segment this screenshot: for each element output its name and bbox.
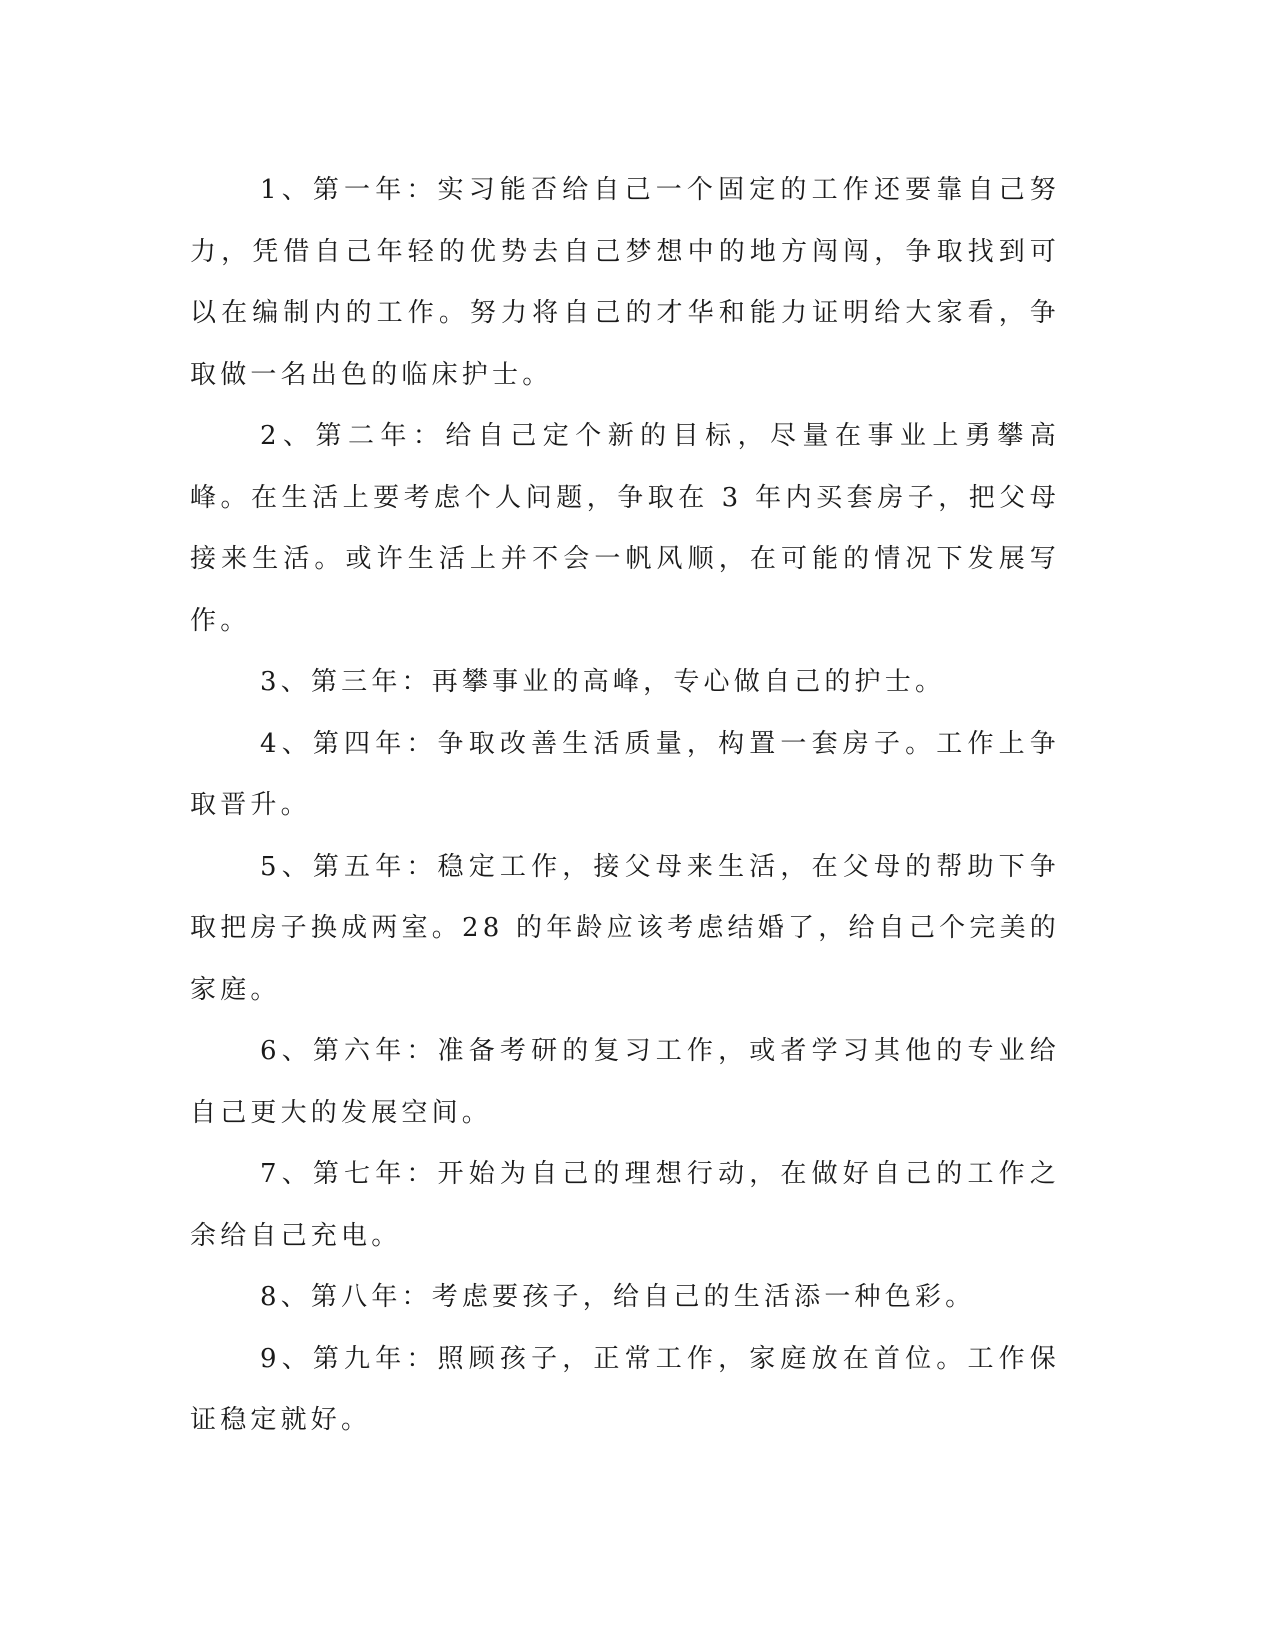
paragraph-year-2: 2、第二年：给自己定个新的目标，尽量在事业上勇攀高峰。在生活上要考虑个人问题，争取在 3 年内买套房子，把父母接来生活。或许生活上并不会一帆风顺，在可能的情况下发展写作。 (190, 421, 1060, 636)
paragraph-year-1: 1、第一年：实习能否给自己一个固定的工作还要靠自己努力，凭借自己年轻的优势去自己梦想中的地方闯闯，争取找到可以在编制内的工作。努力将自己的才华和能力证明给大家看，争取做一名出色的临床护士。 (190, 175, 1060, 390)
paragraph-year-7: 7、第七年：开始为自己的理想行动，在做好自己的工作之余给自己充电。 (190, 1159, 1060, 1251)
paragraph-year-8: 8、第八年：考虑要孩子，给自己的生活添一种色彩。 (260, 1282, 976, 1312)
paragraph-year-9: 9、第九年：照顾孩子，正常工作，家庭放在首位。工作保证稳定就好。 (190, 1343, 1060, 1435)
paragraph-year-3: 3、第三年：再攀事业的高峰，专心做自己的护士。 (260, 667, 946, 697)
document-body (190, 160, 1060, 1452)
paragraph-year-4: 4、第四年：争取改善生活质量，构置一套房子。工作上争取晋升。 (190, 728, 1060, 820)
paragraph-year-6: 6、第六年：准备考研的复习工作，或者学习其他的专业给自己更大的发展空间。 (190, 1036, 1060, 1128)
paragraph-year-5: 5、第五年：稳定工作，接父母来生活，在父母的帮助下争取把房子换成两室。28 的年龄应该考虑结婚了，给自己个完美的家庭。 (190, 851, 1060, 1005)
